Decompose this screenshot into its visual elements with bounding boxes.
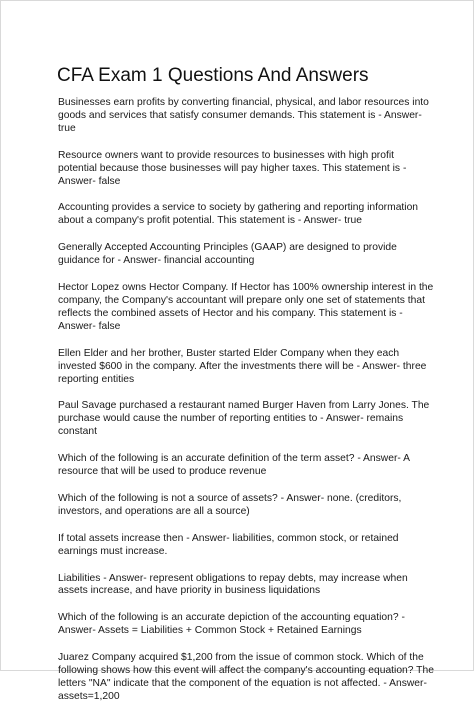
- qa-paragraph: Hector Lopez owns Hector Company. If Hector has 100% ownership interest in the company, the Company's accountant will prepare only one set of statements that reflects the combined assets of Hector and his company. This statement is - Answer- false: [58, 282, 434, 332]
- qa-list: [58, 97, 434, 718]
- qa-paragraph: Juarez Company acquired $1,200 from the issue of common stock. Which of the following shows how this event will affect the company's accounting equation? The letters "NA" indicate that the component of the equation is not affected. - Answer- assets=1,200: [58, 652, 434, 702]
- qa-paragraph: Businesses earn profits by converting financial, physical, and labor resources into goods and services that satisfy consumer demands. This statement is - Answer- true: [58, 97, 429, 134]
- qa-paragraph: Generally Accepted Accounting Principles (GAAP) are designed to provide guidance for - Answer- financial accounting: [58, 242, 397, 267]
- qa-paragraph: Which of the following is not a source of assets? - Answer- none. (creditors, investors, and operations are all a source): [58, 492, 402, 517]
- qa-paragraph: If total assets increase then - Answer- liabilities, common stock, or retained earnings must increase.: [58, 532, 399, 557]
- qa-paragraph: Which of the following is an accurate depiction of the accounting equation? - Answer- Assets = Liabilities + Common Stock + Retained Earnings: [58, 612, 405, 637]
- qa-paragraph: Resource owners want to provide resources to businesses with high profit potential because those businesses will pay higher taxes. This statement is - Answer- false: [58, 149, 407, 187]
- qa-paragraph: Liabilities - Answer- represent obligations to repay debts, may increase when assets increase, and have priority in business liquidations: [58, 572, 408, 597]
- qa-paragraph: Paul Savage purchased a restaurant named Burger Haven from Larry Jones. The purchase would cause the number of reporting entities to - Answer- remains constant: [58, 400, 430, 438]
- qa-paragraph: Which of the following is an accurate definition of the term asset? - Answer- A resource that will be used to produce revenue: [58, 453, 410, 478]
- qa-paragraph: Accounting provides a service to society by gathering and reporting information about a company's profit potential. This statement is - Answer- true: [58, 202, 419, 227]
- page-title: CFA Exam 1 Questions And Answers: [57, 65, 369, 86]
- qa-paragraph: Ellen Elder and her brother, Buster started Elder Company when they each invested $600 in the company. After the investments there will be - Answer- three reporting entities: [58, 347, 427, 385]
